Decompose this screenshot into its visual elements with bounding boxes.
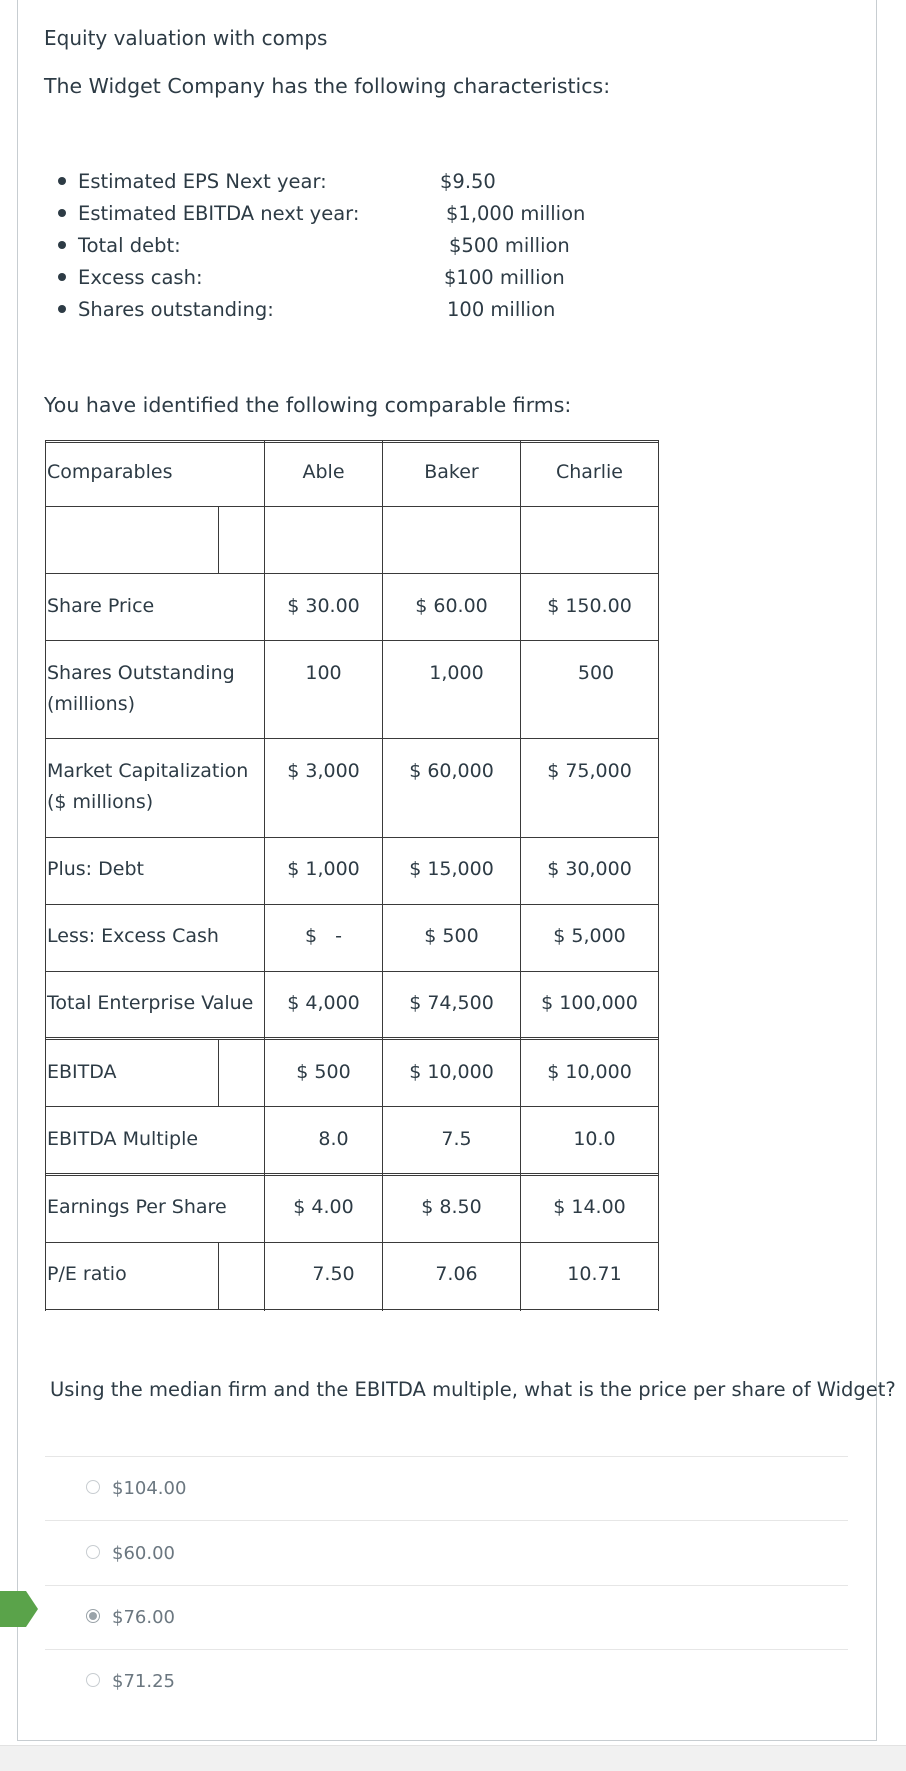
table-row-label: Total Enterprise Value	[47, 992, 254, 1014]
table-cell: 1,000	[429, 662, 484, 684]
table-border	[45, 1037, 659, 1040]
comparables-table	[45, 440, 659, 1311]
radio-button[interactable]	[86, 1480, 100, 1494]
radio-button[interactable]	[86, 1673, 100, 1687]
table-row-label: EBITDA	[47, 1061, 117, 1083]
answer-divider	[45, 1585, 848, 1586]
list-item: Total debt:	[58, 234, 181, 257]
answer-divider	[45, 1456, 848, 1457]
table-cell: $ 30,000	[547, 858, 632, 880]
characteristic-value: $500 million	[449, 234, 570, 257]
list-item: Estimated EPS Next year:	[58, 170, 327, 193]
table-cell: $ 10,000	[409, 1061, 494, 1083]
question-intro: The Widget Company has the following characteristics:	[44, 74, 611, 98]
answer-option[interactable]: $71.25	[86, 1671, 175, 1692]
table-header-cell: Able	[302, 461, 345, 483]
table-border	[218, 1242, 219, 1309]
list-item: Shares outstanding:	[58, 298, 274, 321]
table-cell: $ 3,000	[287, 760, 360, 782]
table-border	[45, 738, 659, 739]
answer-divider	[45, 1520, 848, 1521]
table-border	[45, 971, 659, 972]
bullet-icon	[58, 305, 66, 313]
table-row-label: P/E ratio	[47, 1263, 127, 1285]
table-row-label: Plus: Debt	[47, 858, 144, 880]
table-cell: 500	[577, 662, 615, 684]
characteristic-value: $9.50	[440, 170, 496, 193]
table-cell: $ 500	[296, 1061, 351, 1083]
table-border	[45, 640, 659, 641]
bullet-icon	[58, 177, 66, 185]
table-header-cell: Baker	[424, 461, 479, 483]
table-border	[45, 440, 46, 1311]
bullet-icon	[58, 241, 66, 249]
table-border	[45, 506, 659, 507]
table-cell: 7.50	[312, 1263, 355, 1285]
list-item: Estimated EBITDA next year:	[58, 202, 359, 225]
table-cell: $ 8.50	[421, 1196, 482, 1218]
table-cell: $ 60.00	[415, 595, 488, 617]
table-row-label: EBITDA Multiple	[47, 1128, 199, 1150]
bullet-icon	[58, 209, 66, 217]
page-footer	[0, 1745, 906, 1771]
table-cell: $ 75,000	[547, 760, 632, 782]
radio-button-selected[interactable]	[86, 1609, 100, 1623]
bullet-icon	[58, 273, 66, 281]
table-border	[45, 1173, 659, 1176]
table-cell: $ 74,500	[409, 992, 494, 1014]
list-item: Excess cash:	[58, 266, 203, 289]
characteristic-value: $100 million	[444, 266, 565, 289]
table-cell: 10.0	[573, 1128, 616, 1150]
table-border	[45, 837, 659, 838]
table-row-label: Share Price	[47, 595, 155, 617]
answer-option[interactable]: $60.00	[86, 1543, 175, 1564]
table-cell: 10.71	[567, 1263, 622, 1285]
characteristic-value: 100 million	[447, 298, 556, 321]
table-border	[45, 1309, 659, 1310]
question-prompt: Using the median firm and the EBITDA multiple, what is the price per share of Widget?	[50, 1378, 896, 1401]
table-header-cell: Comparables	[47, 461, 173, 483]
table-border	[218, 506, 219, 573]
characteristic-value: $1,000 million	[446, 202, 586, 225]
table-row-label: Shares Outstanding	[47, 662, 235, 684]
table-cell: $ 4.00	[293, 1196, 354, 1218]
answer-option[interactable]: $104.00	[86, 1478, 186, 1499]
table-row-label: ($ millions)	[47, 791, 154, 813]
table-header-cell: Charlie	[555, 461, 623, 483]
table-cell: $ 500	[424, 925, 479, 947]
table-cell: $ 1,000	[287, 858, 360, 880]
table-border	[45, 1106, 659, 1107]
table-border	[218, 1039, 219, 1106]
table-row-label: Less: Excess Cash	[47, 925, 219, 947]
table-cell: 100	[305, 662, 342, 684]
table-border	[45, 573, 659, 574]
table-row-label: Earnings Per Share	[47, 1196, 227, 1218]
table-cell: $ 5,000	[553, 925, 626, 947]
table-cell: 7.5	[441, 1128, 472, 1150]
table-cell: 7.06	[435, 1263, 478, 1285]
table-cell: $ -	[304, 925, 343, 947]
answer-option[interactable]: $76.00	[86, 1607, 175, 1628]
table-cell: $ 60,000	[409, 760, 494, 782]
selected-answer-arrow-icon	[0, 1591, 38, 1627]
table-cell: $ 10,000	[547, 1061, 632, 1083]
table-cell: $ 150.00	[547, 595, 632, 617]
comparables-intro: You have identified the following comparable firms:	[44, 393, 572, 417]
table-cell: $ 4,000	[287, 992, 360, 1014]
table-border	[45, 904, 659, 905]
answer-divider	[45, 1649, 848, 1650]
table-border	[45, 1242, 659, 1243]
table-row-label: Market Capitalization	[47, 760, 249, 782]
table-cell: $ 100,000	[541, 992, 638, 1014]
table-cell: 8.0	[318, 1128, 349, 1150]
question-title: Equity valuation with comps	[44, 26, 328, 50]
table-row-label: (millions)	[47, 693, 136, 715]
radio-button[interactable]	[86, 1545, 100, 1559]
table-border	[658, 440, 659, 1311]
table-cell: $ 30.00	[287, 595, 360, 617]
table-cell: $ 15,000	[409, 858, 494, 880]
table-border	[45, 440, 659, 443]
table-cell: $ 14.00	[553, 1196, 626, 1218]
